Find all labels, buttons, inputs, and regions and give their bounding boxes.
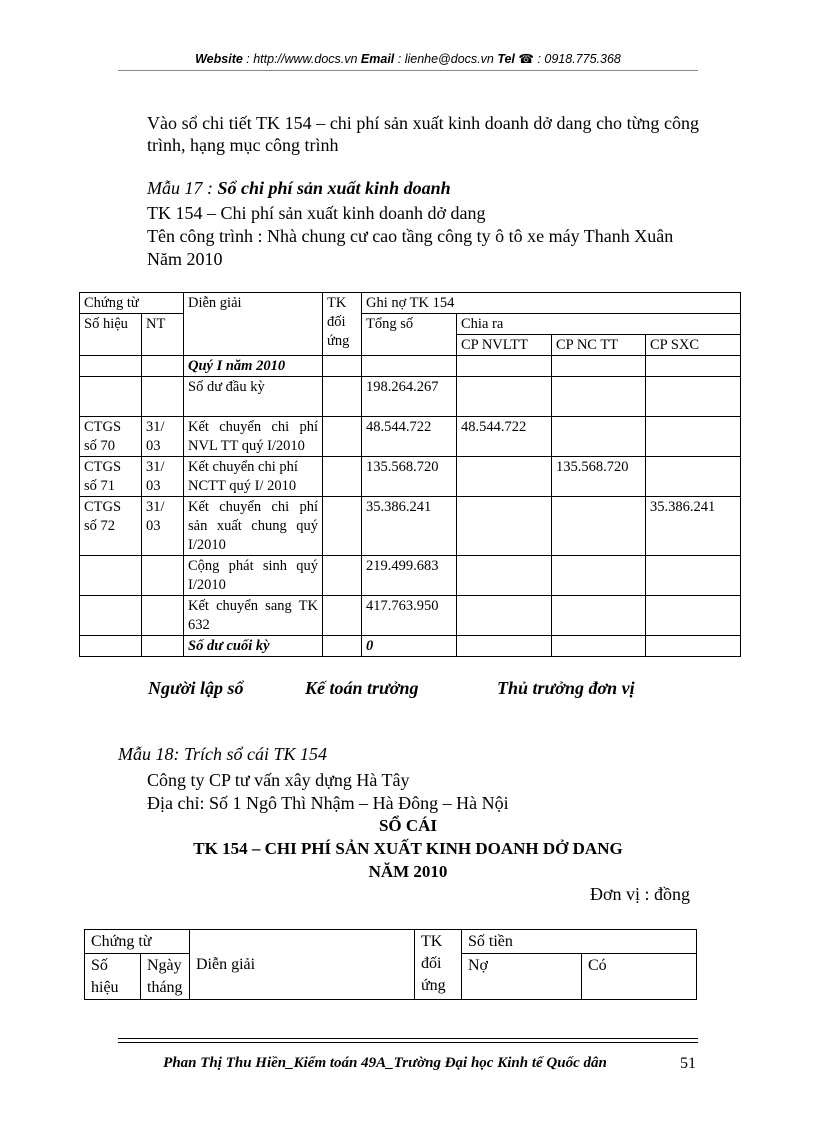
cell-cp-nvltt xyxy=(457,356,552,377)
cell-cp-sxc xyxy=(646,636,741,657)
cell-cp-nvltt xyxy=(457,457,552,497)
form17-project: Tên công trình : Nhà chung cư cao tầng công ty ô tô xe máy Thanh Xuân xyxy=(147,226,674,246)
signature-head: Thủ trưởng đơn vị xyxy=(497,678,635,698)
cell-voucher-no: CTGS số 71 xyxy=(80,457,142,497)
header-voucher-no: Số hiệu xyxy=(85,954,141,1000)
email-value: : lienhe@docs.vn xyxy=(394,52,498,66)
cell-description: Kết chuyển chi phí NVL TT quý I/2010 xyxy=(184,417,323,457)
cell-total: 0 xyxy=(362,636,457,657)
general-ledger-table xyxy=(84,929,697,1000)
signature-preparer: Người lập sổ xyxy=(148,678,244,698)
header-voucher: Chứng từ xyxy=(85,930,190,954)
header-date: Ngày tháng xyxy=(141,954,190,1000)
cell-cp-nvltt xyxy=(457,636,552,657)
cell-total: 48.544.722 xyxy=(362,417,457,457)
phone-icon: ☎ xyxy=(518,52,534,66)
cell-cp-nctt xyxy=(552,377,646,417)
table-row xyxy=(80,356,741,377)
cell-cp-sxc xyxy=(646,596,741,636)
table-row xyxy=(80,636,741,657)
table-row xyxy=(80,556,741,596)
table-row xyxy=(80,457,741,497)
cell-cp-sxc xyxy=(646,377,741,417)
header-voucher: Chứng từ xyxy=(80,293,184,314)
cell-total: 219.499.683 xyxy=(362,556,457,596)
form18-company: Công ty CP tư vấn xây dựng Hà Tây xyxy=(147,770,410,790)
ledger-table-154 xyxy=(79,292,741,657)
cell-cp-sxc: 35.386.241 xyxy=(646,497,741,556)
form17-title xyxy=(147,178,451,199)
table-row xyxy=(80,417,741,457)
header-contra-account: TK đối ứng xyxy=(415,930,462,1000)
email-label: Email xyxy=(360,52,395,66)
cell-description: Số dư cuối kỳ xyxy=(184,636,323,657)
header-cp-nvltt: CP NVLTT xyxy=(457,335,552,356)
cell-date: 31/ 03 xyxy=(142,457,184,497)
form18-address: Địa chỉ: Số 1 Ngô Thì Nhậm – Hà Đông – Hà Nội xyxy=(147,793,509,813)
header-credit: Có xyxy=(582,954,697,1000)
intro-paragraph: Vào sổ chi tiết TK 154 – chi phí sản xuất kinh doanh dở dang cho từng công trình, hạng mục công trình xyxy=(147,113,699,155)
cell-cp-nctt xyxy=(552,556,646,596)
header-debit: Ghi nợ TK 154 xyxy=(362,293,741,314)
cell-contra-account xyxy=(323,497,362,556)
website-value: : http://www.docs.vn xyxy=(242,52,361,66)
footer-divider-1 xyxy=(118,1038,698,1039)
form17-label: Mẫu 17 : xyxy=(147,178,218,198)
cell-contra-account xyxy=(323,457,362,497)
form17-year: Năm 2010 xyxy=(147,249,223,269)
header-date: NT xyxy=(142,314,184,356)
cell-cp-nvltt: 48.544.722 xyxy=(457,417,552,457)
website-label: Website xyxy=(195,52,243,66)
cell-voucher-no xyxy=(80,636,142,657)
cell-cp-nctt xyxy=(552,596,646,636)
header-voucher-no: Số hiệu xyxy=(80,314,142,356)
cell-date xyxy=(142,377,184,417)
ledger-year: NĂM 2010 xyxy=(368,862,448,881)
cell-voucher-no xyxy=(80,356,142,377)
cell-total xyxy=(362,356,457,377)
header-debit: Nợ xyxy=(462,954,582,1000)
cell-contra-account xyxy=(323,377,362,417)
cell-description: Số dư đầu kỳ xyxy=(184,377,323,417)
cell-date: 31/ 03 xyxy=(142,497,184,556)
page-header xyxy=(0,51,816,66)
cell-cp-nvltt xyxy=(457,497,552,556)
header-contra-account: TK đối ứng xyxy=(323,293,362,356)
form17-info xyxy=(147,202,673,271)
cell-cp-sxc xyxy=(646,457,741,497)
cell-contra-account xyxy=(323,356,362,377)
cell-total: 135.568.720 xyxy=(362,457,457,497)
header-cp-nctt: CP NC TT xyxy=(552,335,646,356)
cell-total: 198.264.267 xyxy=(362,377,457,417)
cell-voucher-no xyxy=(80,556,142,596)
cell-cp-nvltt xyxy=(457,596,552,636)
cell-date xyxy=(142,356,184,377)
ledger-heading: SỔ CÁI xyxy=(378,816,438,835)
cell-cp-nvltt xyxy=(457,377,552,417)
cell-cp-nctt xyxy=(552,636,646,657)
footer-text: Phan Thị Thu Hiền_Kiểm toán 49A_Trường Đại học Kinh tế Quốc dân xyxy=(163,1055,607,1071)
header-divider xyxy=(118,70,698,71)
table-row xyxy=(80,497,741,556)
cell-description: Cộng phát sinh quý I/2010 xyxy=(184,556,323,596)
signature-accountant: Kế toán trưởng xyxy=(305,678,419,698)
cell-description: Kết chuyển chi phí sản xuất chung quý I/2010 xyxy=(184,497,323,556)
cell-voucher-no: CTGS số 70 xyxy=(80,417,142,457)
form18-info xyxy=(147,769,509,815)
header-cp-sxc: CP SXC xyxy=(646,335,741,356)
tel-label: Tel xyxy=(497,52,515,66)
header-amount: Số tiền xyxy=(462,930,697,954)
footer-divider-2 xyxy=(118,1042,698,1043)
cell-contra-account xyxy=(323,636,362,657)
header-description: Diễn giải xyxy=(190,930,415,1000)
cell-date: 31/ 03 xyxy=(142,417,184,457)
cell-voucher-no xyxy=(80,377,142,417)
cell-date xyxy=(142,556,184,596)
tel-value: : 0918.775.368 xyxy=(533,52,621,66)
page-number: 51 xyxy=(680,1055,696,1072)
cell-total: 35.386.241 xyxy=(362,497,457,556)
cell-contra-account xyxy=(323,596,362,636)
cell-cp-nctt xyxy=(552,417,646,457)
cell-contra-account xyxy=(323,417,362,457)
cell-date xyxy=(142,636,184,657)
currency-unit: Đơn vị : đồng xyxy=(590,884,691,904)
form17-account: TK 154 – Chi phí sản xuất kinh doanh dở dang xyxy=(147,203,486,223)
cell-cp-sxc xyxy=(646,356,741,377)
cell-cp-nctt xyxy=(552,356,646,377)
cell-description: Kết chuyển chi phí NCTT quý I/ 2010 xyxy=(184,457,323,497)
cell-voucher-no xyxy=(80,596,142,636)
header-total: Tổng số xyxy=(362,314,457,356)
cell-date xyxy=(142,596,184,636)
header-description: Diễn giải xyxy=(184,293,323,356)
cell-total: 417.763.950 xyxy=(362,596,457,636)
cell-cp-nctt xyxy=(552,497,646,556)
table-row xyxy=(80,596,741,636)
ledger-subheading: TK 154 – CHI PHÍ SẢN XUẤT KINH DOANH DỞ DANG xyxy=(193,839,623,858)
cell-contra-account xyxy=(323,556,362,596)
header-split: Chia ra xyxy=(457,314,741,335)
cell-cp-nctt: 135.568.720 xyxy=(552,457,646,497)
cell-description: Kết chuyển sang TK 632 xyxy=(184,596,323,636)
cell-cp-nvltt xyxy=(457,556,552,596)
cell-description: Quý I năm 2010 xyxy=(184,356,323,377)
form17-name: Sổ chi phí sản xuất kinh doanh xyxy=(217,178,451,198)
cell-cp-sxc xyxy=(646,417,741,457)
table-row xyxy=(80,377,741,417)
form18-title: Mẫu 18: Trích sổ cái TK 154 xyxy=(118,744,328,764)
cell-cp-sxc xyxy=(646,556,741,596)
cell-voucher-no: CTGS số 72 xyxy=(80,497,142,556)
